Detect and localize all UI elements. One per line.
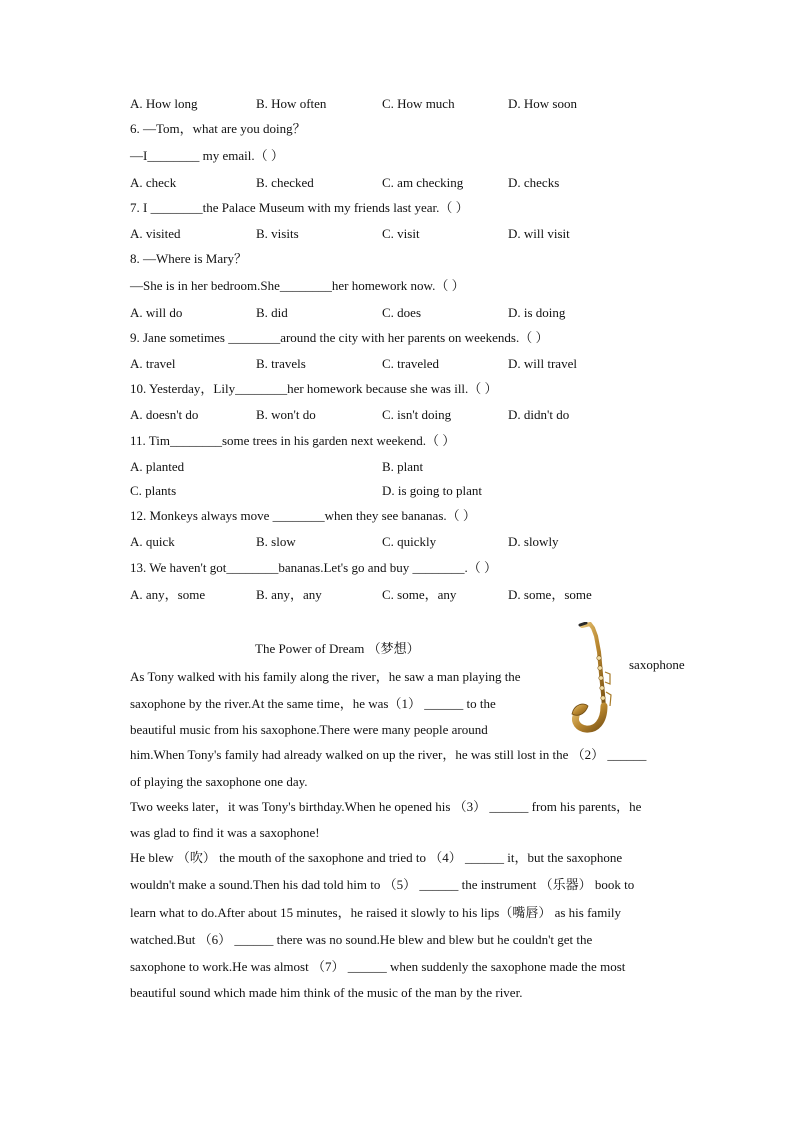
q12-question: 12. Monkeys always move ________when they see bananas.（ ）	[130, 508, 476, 523]
passage-line: He blew （吹） the mouth of the saxophone and tried to （4） ______ it，but the saxophone	[130, 850, 623, 865]
q8-option-b: B. did	[256, 305, 288, 320]
q9-question: 9. Jane sometimes ________around the city with her parents on weekends.（ ）	[130, 330, 549, 345]
q10-option-b: B. won't do	[256, 407, 316, 422]
q13-option-d: D. some，some	[508, 587, 592, 602]
q8-answer-line: —She is in her bedroom.She________her homework now.（ ）	[130, 278, 465, 293]
q10-question: 10. Yesterday，Lily________her homework because she was ill.（ ）	[130, 381, 498, 396]
q5-option-d: D. How soon	[508, 96, 577, 111]
q6-answer-line: —I________ my email.（ ）	[130, 148, 284, 163]
q12-option-a: A. quick	[130, 534, 175, 549]
q11-option-b: B. plant	[382, 459, 424, 474]
q11-option-d: D. is going to plant	[382, 483, 483, 498]
q8-option-d: D. is doing	[508, 305, 566, 320]
q8-question: 8. —Where is Mary？	[130, 251, 247, 266]
q8-option-c: C. does	[382, 305, 421, 320]
q9-option-a: A. travel	[130, 356, 176, 371]
q10-option-a: A. doesn't do	[130, 407, 199, 422]
q11-question: 11. Tim________some trees in his garden next weekend.（ ）	[130, 433, 456, 448]
passage-line: watched.But （6） ______ there was no sound.He blew and blew but he couldn't get the	[130, 932, 593, 947]
q10-option-c: C. isn't doing	[382, 407, 452, 422]
q7-option-d: D. will visit	[508, 226, 570, 241]
q6-option-a: A. check	[130, 175, 177, 190]
passage-line: Two weeks later，it was Tony's birthday.When he opened his （3） ______ from his parents，he	[130, 799, 642, 814]
saxophone-label: saxophone	[629, 657, 685, 672]
passage-line: was glad to find it was a saxophone!	[130, 825, 320, 840]
passage-line: As Tony walked with his family along the river，he saw a man playing the	[130, 669, 521, 684]
q9-option-b: B. travels	[256, 356, 306, 371]
q10-option-d: D. didn't do	[508, 407, 570, 422]
passage-line: beautiful music from his saxophone.There were many people around	[130, 722, 488, 737]
q11-option-c: C. plants	[130, 483, 177, 498]
q7-question: 7. I ________the Palace Museum with my friends last year.（ ）	[130, 200, 469, 215]
q5-option-c: C. How much	[382, 96, 455, 111]
q12-option-b: B. slow	[256, 534, 296, 549]
q13-option-a: A. any，some	[130, 587, 206, 602]
q13-option-c: C. some，any	[382, 587, 457, 602]
q12-option-d: D. slowly	[508, 534, 559, 549]
saxophone-image	[566, 622, 628, 734]
q12-option-c: C. quickly	[382, 534, 437, 549]
q7-option-a: A. visited	[130, 226, 181, 241]
q11-option-a: A. planted	[130, 459, 185, 474]
q9-option-d: D. will travel	[508, 356, 577, 371]
passage-line: him.When Tony's family had already walked on up the river，he was still lost in the （2） ______	[130, 747, 647, 762]
q6-option-b: B. checked	[256, 175, 314, 190]
q5-option-b: B. How often	[256, 96, 327, 111]
passage-line: wouldn't make a sound.Then his dad told him to （5） ______ the instrument （乐器） book to	[130, 877, 635, 892]
q6-option-c: C. am checking	[382, 175, 464, 190]
q6-option-d: D. checks	[508, 175, 560, 190]
q13-option-b: B. any，any	[256, 587, 322, 602]
q7-option-b: B. visits	[256, 226, 299, 241]
passage-title: The Power of Dream （梦想）	[255, 641, 420, 656]
q13-question: 13. We haven't got________bananas.Let's go and buy ________.（ ）	[130, 560, 497, 575]
q7-option-c: C. visit	[382, 226, 420, 241]
q5-option-a: A. How long	[130, 96, 198, 111]
passage-line: of playing the saxophone one day.	[130, 774, 308, 789]
passage-line: saxophone to work.He was almost （7） ______ when suddenly the saxophone made the most	[130, 959, 626, 974]
q9-option-c: C. traveled	[382, 356, 440, 371]
passage-line: learn what to do.After about 15 minutes，he raised it slowly to his lips（嘴唇） as his family	[130, 905, 622, 920]
passage-line: saxophone by the river.At the same time，he was（1） ______ to the	[130, 696, 496, 711]
passage-line: beautiful sound which made him think of the music of the man by the river.	[130, 985, 523, 1000]
q8-option-a: A. will do	[130, 305, 183, 320]
q6-question: 6. —Tom，what are you doing？	[130, 121, 306, 136]
